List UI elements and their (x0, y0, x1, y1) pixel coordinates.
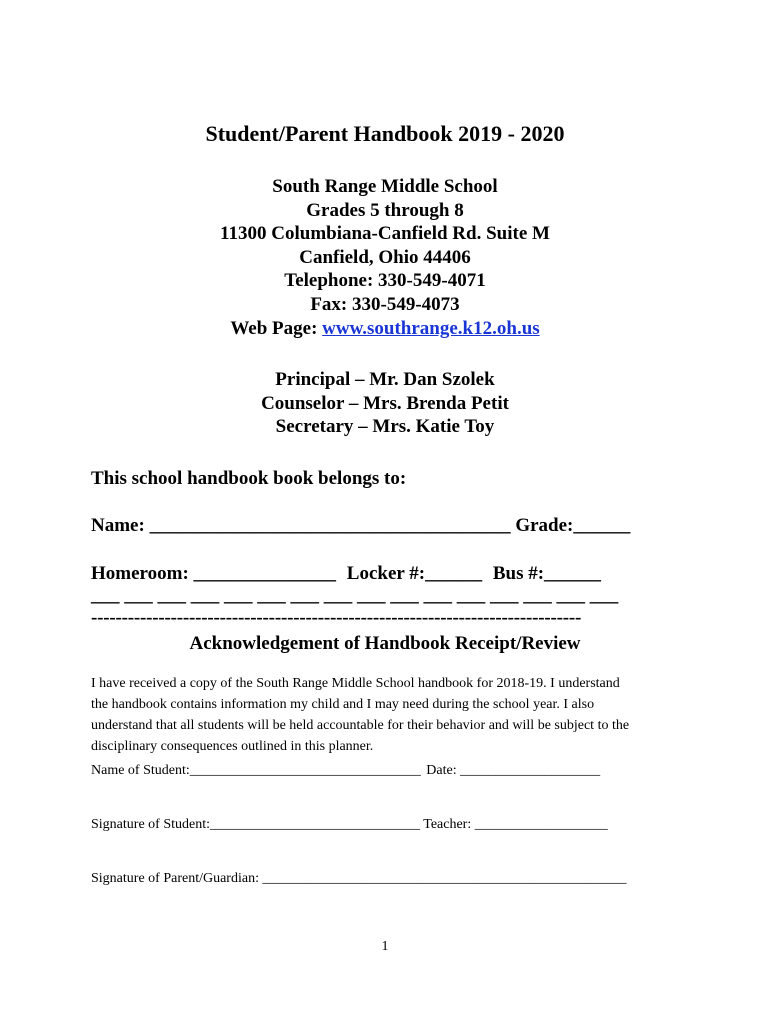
student-name-field[interactable]: _________________________________ (189, 763, 421, 778)
parent-signature-label: Signature of Parent/Guardian: (91, 871, 259, 886)
school-street: 11300 Columbiana-Canfield Rd. Suite M (220, 223, 550, 245)
date-field[interactable]: ____________________ (460, 763, 601, 778)
school-grades: Grades 5 through 8 (306, 199, 464, 221)
paragraph-line: disciplinary consequences outlined in this planner. (91, 739, 374, 754)
belongs-to-heading: This school handbook book belongs to: (91, 468, 407, 489)
acknowledgement-heading: Acknowledgement of Handbook Receipt/Review (189, 633, 581, 654)
homeroom-field[interactable]: _______________ (193, 563, 337, 584)
secretary-line: Secretary – Mrs. Katie Toy (275, 416, 495, 438)
dashed-cut-line: -------------------------------------------------------------------------------- (91, 607, 582, 628)
student-signature-field[interactable]: ______________________________ (210, 817, 420, 832)
page-title: Student/Parent Handbook 2019 - 2020 (205, 121, 565, 146)
school-address-block (0, 175, 770, 340)
parent-signature-field[interactable]: ____________________________________________________ (262, 871, 627, 886)
locker-field[interactable]: ______ (425, 563, 483, 584)
counselor-line: Counselor – Mrs. Brenda Petit (261, 392, 509, 414)
school-name: South Range Middle School (272, 176, 498, 197)
staff-block (0, 368, 770, 439)
name-field[interactable]: ______________________________________ (149, 515, 511, 536)
teacher-label: Teacher: (423, 817, 472, 832)
web-page-label: Web Page: (230, 317, 323, 339)
student-name-date-line (91, 761, 600, 781)
date-label: Date: (426, 763, 457, 778)
page-number: 1 (381, 939, 389, 954)
school-city: Canfield, Ohio 44406 (299, 246, 471, 268)
student-signature-teacher-line (91, 815, 608, 835)
homeroom-locker-bus-line (91, 562, 601, 586)
teacher-field[interactable]: ___________________ (474, 817, 608, 832)
principal-line: Principal – Mr. Dan Szolek (275, 369, 495, 390)
school-web-page (0, 317, 770, 341)
bus-label: Bus #: (492, 563, 545, 584)
underscore-divider: ___ ___ ___ ___ ___ ___ ___ ___ ___ ___ ___ ___ ___ ___ ___ ___ (91, 585, 619, 606)
name-grade-line (91, 514, 630, 538)
school-fax: Fax: 330-549-4073 (310, 293, 460, 315)
school-telephone: Telephone: 330-549-4071 (284, 270, 486, 292)
web-page-link[interactable]: www.southrange.k12.oh.us (322, 317, 540, 339)
homeroom-label: Homeroom: (91, 563, 189, 584)
grade-field[interactable]: ______ (573, 515, 631, 536)
bus-field[interactable]: ______ (544, 563, 602, 584)
acknowledgement-paragraph (91, 673, 691, 757)
grade-label: Grade: (515, 515, 574, 536)
paragraph-line: the handbook contains information my child and I may need during the school year. I also (91, 697, 595, 712)
paragraph-line: understand that all students will be held accountable for their behavior and will be subject to the (91, 718, 630, 733)
student-signature-label: Signature of Student: (91, 817, 210, 832)
locker-label: Locker #: (346, 563, 426, 584)
student-name-label: Name of Student: (91, 763, 190, 778)
parent-signature-line (91, 869, 626, 889)
paragraph-line: I have received a copy of the South Range Middle School handbook for 2018-19. I understand (91, 676, 620, 691)
name-label: Name: (91, 515, 145, 536)
